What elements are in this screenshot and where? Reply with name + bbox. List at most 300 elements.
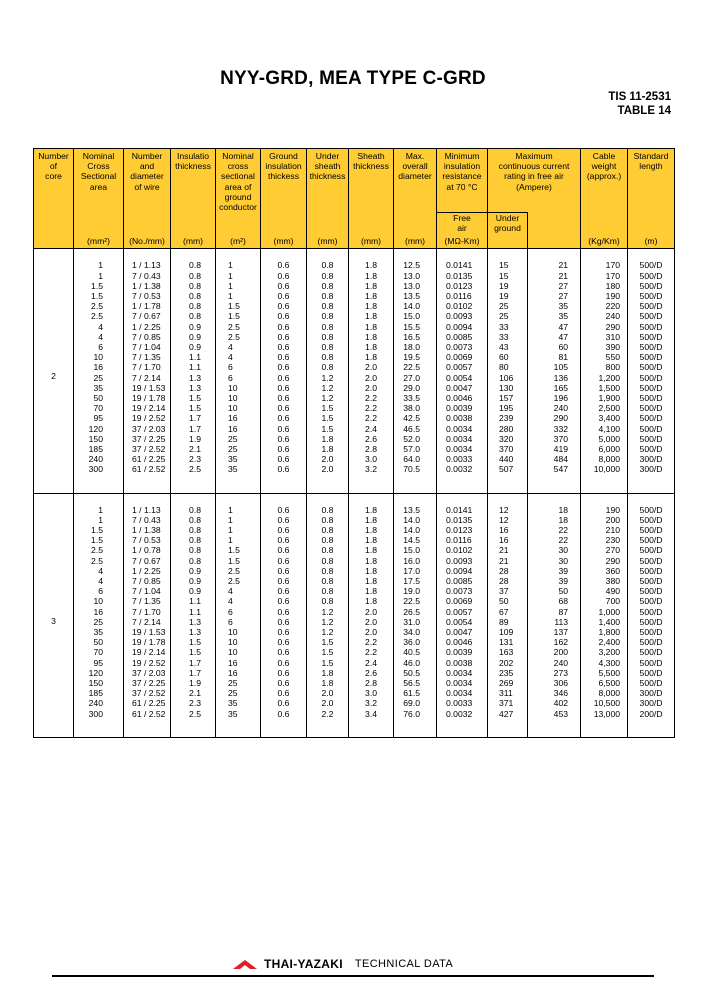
header-ground-conductor-area-line: Nominal	[222, 151, 254, 161]
header-insulation-thickness	[171, 149, 216, 213]
table-cell: 89	[488, 617, 528, 627]
table-cell: 200/D	[628, 709, 675, 738]
table-cell: 0.0054	[437, 617, 488, 627]
table-row	[34, 545, 675, 555]
table-cell: 13,000	[581, 709, 628, 738]
table-cell: 16	[216, 424, 261, 434]
table-cell: 7 / 2.14	[124, 373, 171, 383]
table-cell: 240	[74, 454, 124, 464]
table-cell: 0.8	[307, 525, 349, 535]
table-cell: 306	[528, 678, 581, 688]
table-cell: 0.6	[261, 627, 307, 637]
table-cell: 1.8	[349, 535, 394, 545]
table-cell: 1.1	[171, 362, 216, 372]
table-cell: 165	[528, 383, 581, 393]
table-cell: 22.5	[394, 362, 437, 372]
header-max-current-rating	[488, 149, 581, 213]
table-cell: 1.5	[171, 637, 216, 647]
table-cell: 0.0033	[437, 454, 488, 464]
table-cell: 0.6	[261, 311, 307, 321]
table-cell: 7 / 2.14	[124, 617, 171, 627]
table-cell: 1.8	[349, 596, 394, 606]
table-cell: 3.2	[349, 698, 394, 708]
table-cell: 25	[216, 678, 261, 688]
table-cell: 19 / 2.14	[124, 647, 171, 657]
table-cell: 1,400	[581, 617, 628, 627]
header-number-of-core-line: core	[45, 171, 62, 182]
table-cell: 25	[216, 444, 261, 454]
table-row	[34, 454, 675, 464]
table-cell: 3.0	[349, 688, 394, 698]
table-cell: 7 / 0.43	[124, 271, 171, 281]
table-cell: 240	[74, 698, 124, 708]
table-cell: 0.0141	[437, 493, 488, 515]
table-cell: 390	[581, 342, 628, 352]
table-row	[34, 596, 675, 606]
header-ground-conductor-area-line: cross	[227, 161, 249, 172]
header-ground-conductor-area-line: sectional	[221, 171, 255, 182]
header-spacer	[124, 212, 171, 233]
table-cell: 35	[216, 464, 261, 493]
table-cell: 1.8	[349, 556, 394, 566]
table-cell: 210	[581, 525, 628, 535]
header-cable-weight-line: Cable	[592, 151, 616, 161]
table-row	[34, 637, 675, 647]
table-cell: 0.9	[171, 332, 216, 342]
table-cell: 0.6	[261, 688, 307, 698]
table-cell: 80	[488, 362, 528, 372]
table-cell: 21	[528, 249, 581, 271]
table-cell: 0.0094	[437, 566, 488, 576]
table-cell: 137	[528, 627, 581, 637]
header-number-of-core	[34, 149, 74, 213]
table-cell: 0.6	[261, 362, 307, 372]
table-cell: 3.0	[349, 454, 394, 464]
table-cell: 1	[216, 291, 261, 301]
table-cell: 269	[488, 678, 528, 688]
table-cell: 280	[488, 424, 528, 434]
table-cell: 2.0	[307, 454, 349, 464]
table-cell: 0.0123	[437, 525, 488, 535]
table-cell: 10	[216, 393, 261, 403]
table-cell: 4	[74, 322, 124, 332]
table-cell: 4	[216, 352, 261, 362]
table-cell: 500/D	[628, 373, 675, 383]
table-cell: 46.5	[394, 424, 437, 434]
table-row	[34, 322, 675, 332]
table-cell: 10	[216, 383, 261, 393]
footer-tagline: TECHNICAL DATA	[354, 958, 454, 970]
table-cell: 36.0	[394, 637, 437, 647]
header-under-sheath-line: thickness	[309, 171, 346, 182]
header-ground-insulation-line: Ground	[269, 151, 298, 161]
table-cell: 1.8	[307, 434, 349, 444]
table-cell: 0.8	[171, 249, 216, 271]
table-cell: 15	[488, 271, 528, 281]
table-cell: 0.8	[171, 271, 216, 281]
table-cell: 43	[488, 342, 528, 352]
table-cell: 0.8	[307, 342, 349, 352]
table-row	[34, 515, 675, 525]
table-cell: 500/D	[628, 342, 675, 352]
table-cell: 1.8	[307, 668, 349, 678]
table-cell: 1	[216, 281, 261, 291]
table-cell: 500/D	[628, 525, 675, 535]
table-cell: 37 / 2.25	[124, 678, 171, 688]
table-cell: 2.2	[349, 637, 394, 647]
table-cell: 29.0	[394, 383, 437, 393]
table-cell: 1.5	[216, 556, 261, 566]
table-cell: 1.8	[307, 444, 349, 454]
table-cell: 0.6	[261, 535, 307, 545]
table-cell: 0.6	[261, 596, 307, 606]
table-cell: 1,500	[581, 383, 628, 393]
table-cell: 1.8	[349, 322, 394, 332]
table-cell: 290	[581, 322, 628, 332]
table-cell: 0.6	[261, 464, 307, 493]
table-cell: 19 / 1.53	[124, 383, 171, 393]
table-cell: 0.9	[171, 322, 216, 332]
table-cell: 1.8	[349, 301, 394, 311]
table-cell: 239	[488, 413, 528, 423]
table-cell: 500/D	[628, 322, 675, 332]
header-under-sheath-line: sheath	[314, 161, 341, 172]
table-cell: 13.5	[394, 291, 437, 301]
table-cell: 1 / 1.78	[124, 301, 171, 311]
table-cell: 0.8	[171, 556, 216, 566]
table-cell: 8,000	[581, 688, 628, 698]
table-cell: 35	[216, 709, 261, 738]
table-row	[34, 535, 675, 545]
table-cell: 1,900	[581, 393, 628, 403]
table-cell: 0.6	[261, 545, 307, 555]
table-row	[34, 586, 675, 596]
table-cell: 500/D	[628, 291, 675, 301]
table-cell: 185	[74, 688, 124, 698]
header-max-overall-diameter-line: Max.	[405, 151, 425, 161]
header-under-sheath	[307, 149, 349, 213]
table-cell: 0.9	[171, 586, 216, 596]
header-max-overall-diameter-line: overall	[402, 161, 428, 172]
table-cell: 61 / 2.25	[124, 454, 171, 464]
table-cell: 26.5	[394, 607, 437, 617]
table-cell: 1.1	[171, 607, 216, 617]
table-cell: 300/D	[628, 688, 675, 698]
table-cell: 0.6	[261, 249, 307, 271]
table-cell: 2.5	[216, 566, 261, 576]
table-cell: 0.6	[261, 678, 307, 688]
table-cell: 0.0054	[437, 373, 488, 383]
table-cell: 50	[528, 586, 581, 596]
header-unit: (m²)	[216, 233, 261, 249]
header-spacer	[528, 212, 581, 233]
table-cell: 10	[216, 403, 261, 413]
table-cell: 25	[74, 373, 124, 383]
table-cell: 1.8	[349, 576, 394, 586]
table-cell: 5,000	[581, 434, 628, 444]
table-cell: 17.0	[394, 566, 437, 576]
table-cell: 380	[581, 576, 628, 586]
table-body	[34, 249, 675, 738]
table-row	[34, 311, 675, 321]
table-cell: 3,400	[581, 413, 628, 423]
header-spacer	[216, 212, 261, 233]
table-cell: 1.9	[171, 434, 216, 444]
header-nominal-cross-area	[74, 149, 124, 213]
table-cell: 1.2	[307, 383, 349, 393]
table-cell: 27	[528, 291, 581, 301]
table-cell: 311	[488, 688, 528, 698]
table-cell: 0.0141	[437, 249, 488, 271]
table-cell: 50	[74, 637, 124, 647]
table-cell: 105	[528, 362, 581, 372]
table-cell: 0.6	[261, 373, 307, 383]
header-free-air	[437, 212, 488, 233]
header-max-overall-diameter	[394, 149, 437, 213]
table-row	[34, 271, 675, 281]
header-min-insulation-resistance-line: at 70 °C	[446, 181, 478, 192]
table-cell: 1.8	[349, 249, 394, 271]
table-cell: 1.5	[74, 281, 124, 291]
cable-spec-table	[33, 148, 675, 738]
table-cell: 427	[488, 709, 528, 738]
table-cell: 1.5	[74, 525, 124, 535]
table-cell: 27.0	[394, 373, 437, 383]
table-cell: 0.0034	[437, 444, 488, 454]
table-cell: 1 / 1.38	[124, 525, 171, 535]
table-cell: 21	[488, 556, 528, 566]
table-cell: 0.0034	[437, 668, 488, 678]
table-cell: 2.2	[307, 709, 349, 738]
table-row	[34, 362, 675, 372]
table-cell: 67	[488, 607, 528, 617]
table-row	[34, 393, 675, 403]
table-cell: 31.0	[394, 617, 437, 627]
table-cell: 0.6	[261, 393, 307, 403]
table-cell: 0.6	[261, 281, 307, 291]
table-cell: 0.8	[171, 515, 216, 525]
table-cell: 300/D	[628, 454, 675, 464]
table-cell: 190	[581, 493, 628, 515]
table-cell: 1.1	[171, 352, 216, 362]
table-row	[34, 617, 675, 627]
table-cell: 7 / 0.85	[124, 332, 171, 342]
table-cell: 1 / 1.13	[124, 249, 171, 271]
table-cell: 37 / 2.03	[124, 668, 171, 678]
table-cell: 547	[528, 464, 581, 493]
table-cell: 0.6	[261, 637, 307, 647]
header-number-of-core-line: Number	[38, 151, 69, 161]
table-cell: 6	[74, 342, 124, 352]
table-cell: 0.0093	[437, 556, 488, 566]
table-cell: 453	[528, 709, 581, 738]
table-cell: 56.5	[394, 678, 437, 688]
table-cell: 0.8	[171, 493, 216, 515]
table-cell: 0.6	[261, 576, 307, 586]
table-row	[34, 566, 675, 576]
table-cell: 15.0	[394, 545, 437, 555]
table-cell: 0.8	[307, 566, 349, 576]
header-ground-insulation-line: insulation	[265, 161, 302, 172]
table-cell: 10	[74, 352, 124, 362]
header-number-diameter-wire-line: of wire	[134, 181, 160, 192]
header-unit	[528, 233, 581, 249]
table-cell: 6,500	[581, 678, 628, 688]
table-cell: 12	[488, 515, 528, 525]
table-cell: 19 / 1.78	[124, 637, 171, 647]
table-cell: 70.5	[394, 464, 437, 493]
header-ground-conductor-area-line: conductor	[219, 202, 257, 213]
table-cell: 0.0038	[437, 413, 488, 423]
table-cell: 2.6	[349, 434, 394, 444]
table-cell: 0.0034	[437, 678, 488, 688]
standard-reference	[608, 90, 671, 118]
table-cell: 50.5	[394, 668, 437, 678]
table-cell: 500/D	[628, 647, 675, 657]
table-cell: 68	[528, 596, 581, 606]
table-cell: 320	[488, 434, 528, 444]
header-spacer	[74, 212, 124, 233]
table-cell: 290	[528, 413, 581, 423]
table-row	[34, 556, 675, 566]
table-cell: 39	[528, 566, 581, 576]
header-spacer	[349, 212, 394, 233]
table-cell: 0.6	[261, 515, 307, 525]
table-cell: 195	[488, 403, 528, 413]
table-cell: 1.5	[307, 658, 349, 668]
table-cell: 38.0	[394, 403, 437, 413]
table-cell: 7 / 1.70	[124, 362, 171, 372]
table-cell: 0.6	[261, 332, 307, 342]
table-cell: 21	[488, 545, 528, 555]
table-cell: 1.2	[307, 627, 349, 637]
table-cell: 1.8	[349, 311, 394, 321]
table-cell: 17.5	[394, 576, 437, 586]
table-cell: 1.8	[349, 545, 394, 555]
table-row	[34, 698, 675, 708]
table-cell: 0.0069	[437, 352, 488, 362]
table-cell: 3.4	[349, 709, 394, 738]
table-cell: 185	[74, 444, 124, 454]
footer-divider	[52, 975, 654, 977]
table-cell: 130	[488, 383, 528, 393]
table-cell: 1.1	[171, 596, 216, 606]
header-standard-length	[628, 149, 675, 213]
table-cell: 0.6	[261, 322, 307, 332]
table-cell: 10,000	[581, 464, 628, 493]
table-cell: 500/D	[628, 393, 675, 403]
table-cell: 2.4	[349, 658, 394, 668]
table-cell: 37	[488, 586, 528, 596]
table-cell: 0.8	[171, 535, 216, 545]
table-cell: 500/D	[628, 566, 675, 576]
table-cell: 1.5	[74, 291, 124, 301]
header-cable-weight-line: (approx.)	[586, 171, 622, 182]
table-cell: 0.6	[261, 647, 307, 657]
table-cell: 16.0	[394, 556, 437, 566]
table-cell: 2.0	[307, 698, 349, 708]
table-cell: 0.0034	[437, 434, 488, 444]
table-cell: 16	[488, 525, 528, 535]
header-unit: (mm²)	[74, 233, 124, 249]
table-cell: 371	[488, 698, 528, 708]
table-cell: 1	[74, 515, 124, 525]
header-max-current-rating-line: Maximum	[515, 151, 553, 161]
header-number-diameter-wire-line: and	[139, 161, 155, 172]
table-cell: 419	[528, 444, 581, 454]
table-cell: 47	[528, 322, 581, 332]
header-unit: (No./mm)	[124, 233, 171, 249]
table-row	[34, 373, 675, 383]
table-cell: 25	[216, 434, 261, 444]
table-cell: 12	[488, 493, 528, 515]
table-cell: 0.6	[261, 301, 307, 311]
table-cell: 310	[581, 332, 628, 342]
table-cell: 1 / 0.78	[124, 545, 171, 555]
table-cell: 163	[488, 647, 528, 657]
table-cell: 1 / 1.38	[124, 281, 171, 291]
table-cell: 440	[488, 454, 528, 464]
table-cell: 500/D	[628, 617, 675, 627]
header-spacer	[307, 212, 349, 233]
header-unit: (mm)	[307, 233, 349, 249]
header-insulation-thickness-line: Insulatio	[176, 151, 209, 161]
table-cell: 22	[528, 535, 581, 545]
table-cell: 6	[74, 586, 124, 596]
table-cell: 4,300	[581, 658, 628, 668]
header-min-insulation-resistance-line: resistance	[442, 171, 482, 182]
table-cell: 113	[528, 617, 581, 627]
table-cell: 0.8	[307, 352, 349, 362]
table-cell: 0.6	[261, 607, 307, 617]
table-cell: 1.8	[349, 291, 394, 301]
table-cell: 22	[528, 525, 581, 535]
table-cell: 27	[528, 281, 581, 291]
header-free-air-line: Free	[453, 212, 471, 223]
table-cell: 3.2	[349, 464, 394, 493]
table-cell: 370	[528, 434, 581, 444]
table-cell: 19 / 2.52	[124, 413, 171, 423]
table-cell: 1	[74, 493, 124, 515]
table-cell: 1.5	[307, 403, 349, 413]
table-cell: 240	[581, 311, 628, 321]
table-cell: 0.6	[261, 617, 307, 627]
table-cell: 0.0102	[437, 301, 488, 311]
table-cell: 0.0039	[437, 647, 488, 657]
table-cell: 0.8	[171, 291, 216, 301]
header-ground-insulation-line: thickess	[267, 171, 300, 182]
table-cell: 500/D	[628, 607, 675, 617]
table-cell: 484	[528, 454, 581, 464]
table-cell: 61 / 2.25	[124, 698, 171, 708]
header-spacer	[581, 212, 628, 233]
table-cell: 0.0039	[437, 403, 488, 413]
table-cell: 500/D	[628, 535, 675, 545]
table-cell: 61 / 2.52	[124, 709, 171, 738]
table-cell: 500/D	[628, 586, 675, 596]
table-cell: 290	[581, 556, 628, 566]
table-cell: 120	[74, 424, 124, 434]
table-cell: 39	[528, 576, 581, 586]
table-cell: 500/D	[628, 545, 675, 555]
table-cell: 500/D	[628, 332, 675, 342]
table-cell: 270	[581, 545, 628, 555]
table-cell: 0.8	[307, 576, 349, 586]
table-cell: 0.0046	[437, 393, 488, 403]
header-nominal-cross-area-line: area	[89, 181, 108, 192]
table-cell: 0.0094	[437, 322, 488, 332]
table-row	[34, 424, 675, 434]
